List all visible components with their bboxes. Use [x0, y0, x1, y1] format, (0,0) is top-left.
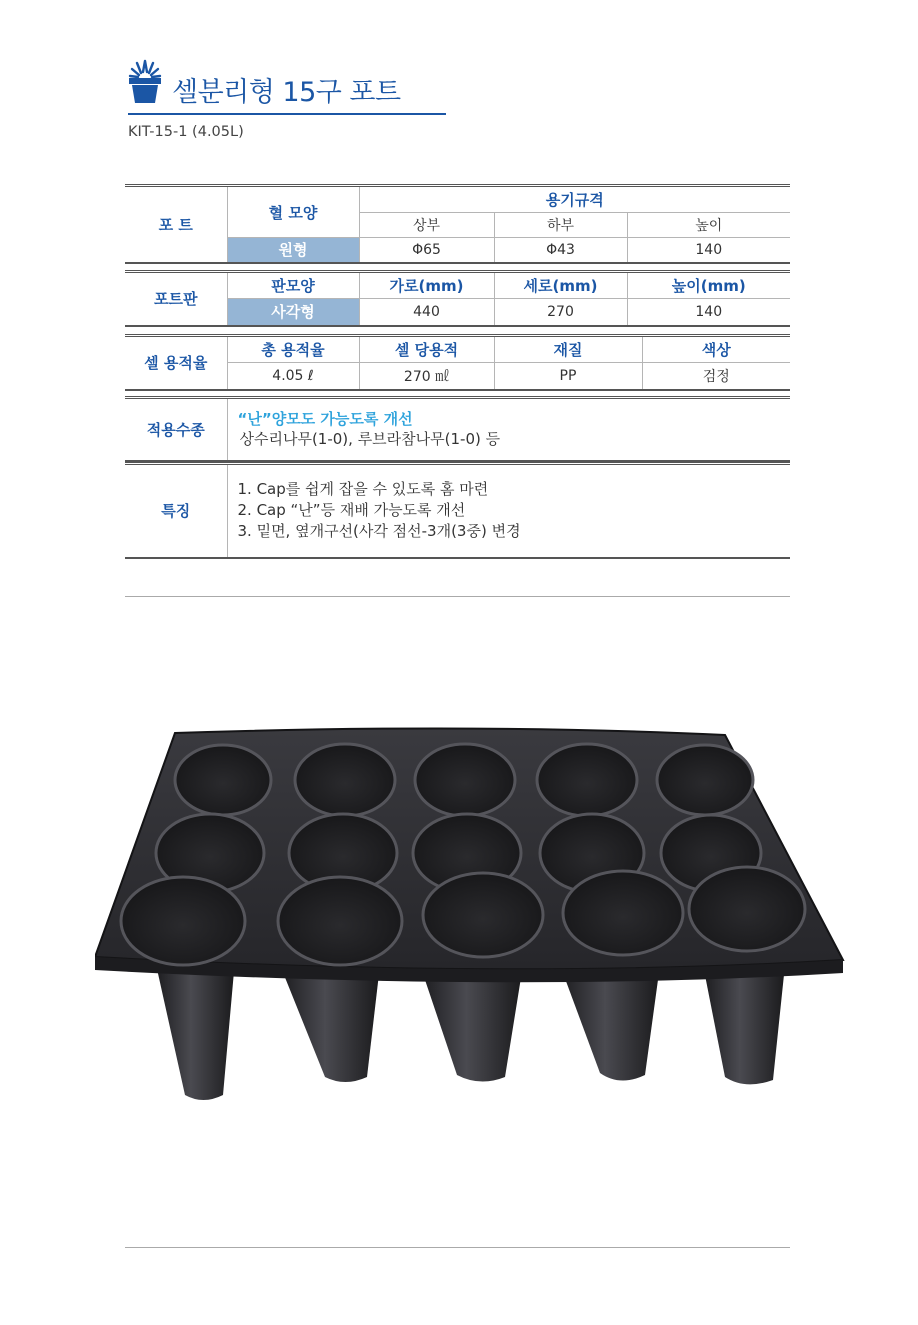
- feature-item: 1. Cap를 쉽게 잡을 수 있도록 홈 마련: [237, 480, 489, 499]
- plate-depth: 270: [494, 299, 627, 326]
- plate-height: 140: [695, 303, 723, 320]
- bottom-header: 하부: [494, 213, 627, 238]
- plate-spec-table: [125, 270, 790, 327]
- features-table: [125, 462, 790, 559]
- model-subtitle: KIT-15-1 (4.05L): [128, 124, 244, 140]
- species-label: 적용수종: [125, 398, 227, 461]
- 15-cell-pot-tray-photo: [95, 725, 865, 1135]
- title-underline: [128, 113, 446, 115]
- color-header: 색상: [642, 336, 790, 363]
- plant-pot-icon: [128, 58, 162, 104]
- total-volume-header: 총 용적율: [227, 336, 359, 363]
- depth-header: 세로(mm): [494, 272, 627, 299]
- feature-item: 2. Cap “난”등 재배 가능도록 개선: [237, 501, 466, 520]
- feature-item: 3. 밑면, 옆개구선(사각 점선-3개(3중) 변경: [237, 522, 521, 541]
- color: 검정: [702, 368, 730, 385]
- cell-label: 셀 용적율: [125, 336, 227, 390]
- species-content: [227, 398, 790, 461]
- features-label: 특징: [125, 464, 227, 558]
- total-volume: 4.05 ℓ: [227, 363, 359, 390]
- plate-shape-header: 판모양: [227, 272, 359, 299]
- species-highlight: “난”양모도 가능도록 개선: [237, 410, 413, 429]
- top-diameter: Φ65: [359, 238, 494, 263]
- cell-volume-header: 셀 당용적: [359, 336, 494, 363]
- height-header: 높이: [627, 213, 790, 238]
- bottom-divider: [125, 1247, 790, 1248]
- plate-width: 440: [359, 299, 494, 326]
- material-header: 재질: [494, 336, 642, 363]
- page-title: 셀분리형 15구 포트: [172, 77, 401, 108]
- hole-shape-header: 혈 모양: [227, 186, 359, 238]
- cell-openings: [121, 744, 805, 965]
- pot-spec-table: [125, 184, 790, 264]
- cell-volume: 270 ㎖: [359, 363, 494, 390]
- pot-height: 140: [695, 241, 723, 258]
- species-text: 상수리나무(1-0), 루브라참나무(1-0) 등: [239, 430, 501, 449]
- plate-label: 포트판: [125, 272, 227, 326]
- section-divider: [125, 596, 790, 597]
- plate-shape-value: 사각형: [227, 299, 359, 326]
- header: [128, 58, 446, 115]
- top-header: 상부: [359, 213, 494, 238]
- cell-spec-table: [125, 334, 790, 391]
- plate-height-header: 높이(mm): [627, 272, 790, 299]
- container-spec-header: 용기규격: [359, 186, 790, 213]
- pot-label: 포 트: [125, 186, 227, 263]
- width-header: 가로(mm): [359, 272, 494, 299]
- features-content: [227, 464, 790, 558]
- species-table: [125, 396, 790, 462]
- hole-shape-value: 원형: [227, 238, 359, 263]
- material: PP: [494, 363, 642, 390]
- bottom-diameter: Φ43: [494, 238, 627, 263]
